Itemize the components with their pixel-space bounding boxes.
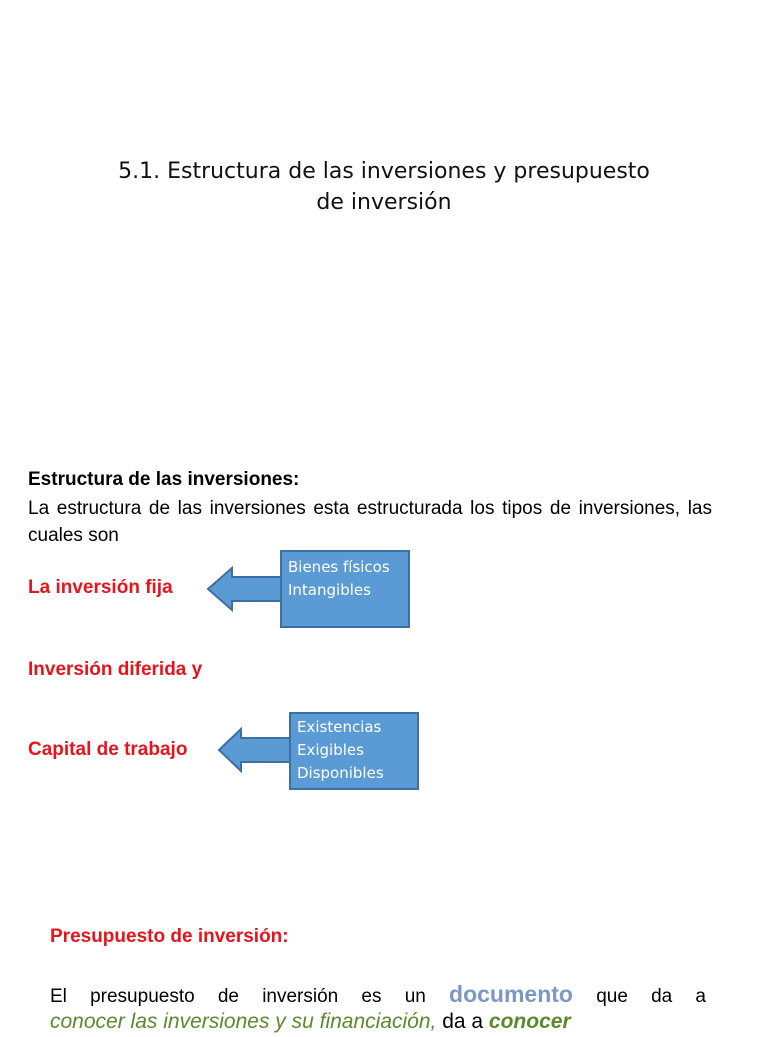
fixed-item-intangible: Intangibles <box>288 581 371 599</box>
budget-text-after: que da a <box>596 986 707 1007</box>
budget-bold-phrase: conocer <box>488 1010 571 1033</box>
page-title-line-2: de inversión <box>316 190 452 215</box>
fixed-investment-label: La inversión fija <box>28 577 173 598</box>
structure-intro: La estructura de las inversiones esta estructurada los tipos de inversiones, las cuales son <box>28 498 712 546</box>
working-item-receivables: Exigibles <box>297 741 364 759</box>
working-capital-label: Capital de trabajo <box>28 739 188 760</box>
budget-italic-phrase: conocer las inversiones y su financiación, <box>50 1010 437 1033</box>
budget-highlight-document: documento <box>449 981 573 1007</box>
budget-mid-text: da a <box>436 1010 489 1033</box>
fixed-investment-box <box>280 550 410 628</box>
working-item-cash: Disponibles <box>297 764 384 782</box>
page-title <box>0 156 768 218</box>
fixed-item-physical: Bienes físicos <box>288 558 390 576</box>
deferred-investment-label: Inversión diferida y <box>28 659 203 680</box>
working-capital-box <box>289 712 419 790</box>
structure-heading: Estructura de las inversiones: <box>28 469 300 490</box>
budget-text-before: El presupuesto de inversión es un <box>50 986 426 1007</box>
budget-heading: Presupuesto de inversión: <box>50 926 289 947</box>
budget-paragraph-line-2 <box>50 1007 710 1037</box>
page-title-line-1: 5.1. Estructura de las inversiones y presupuesto <box>118 159 650 184</box>
left-arrow-icon <box>217 727 299 773</box>
working-item-inventory: Existencias <box>297 718 382 736</box>
